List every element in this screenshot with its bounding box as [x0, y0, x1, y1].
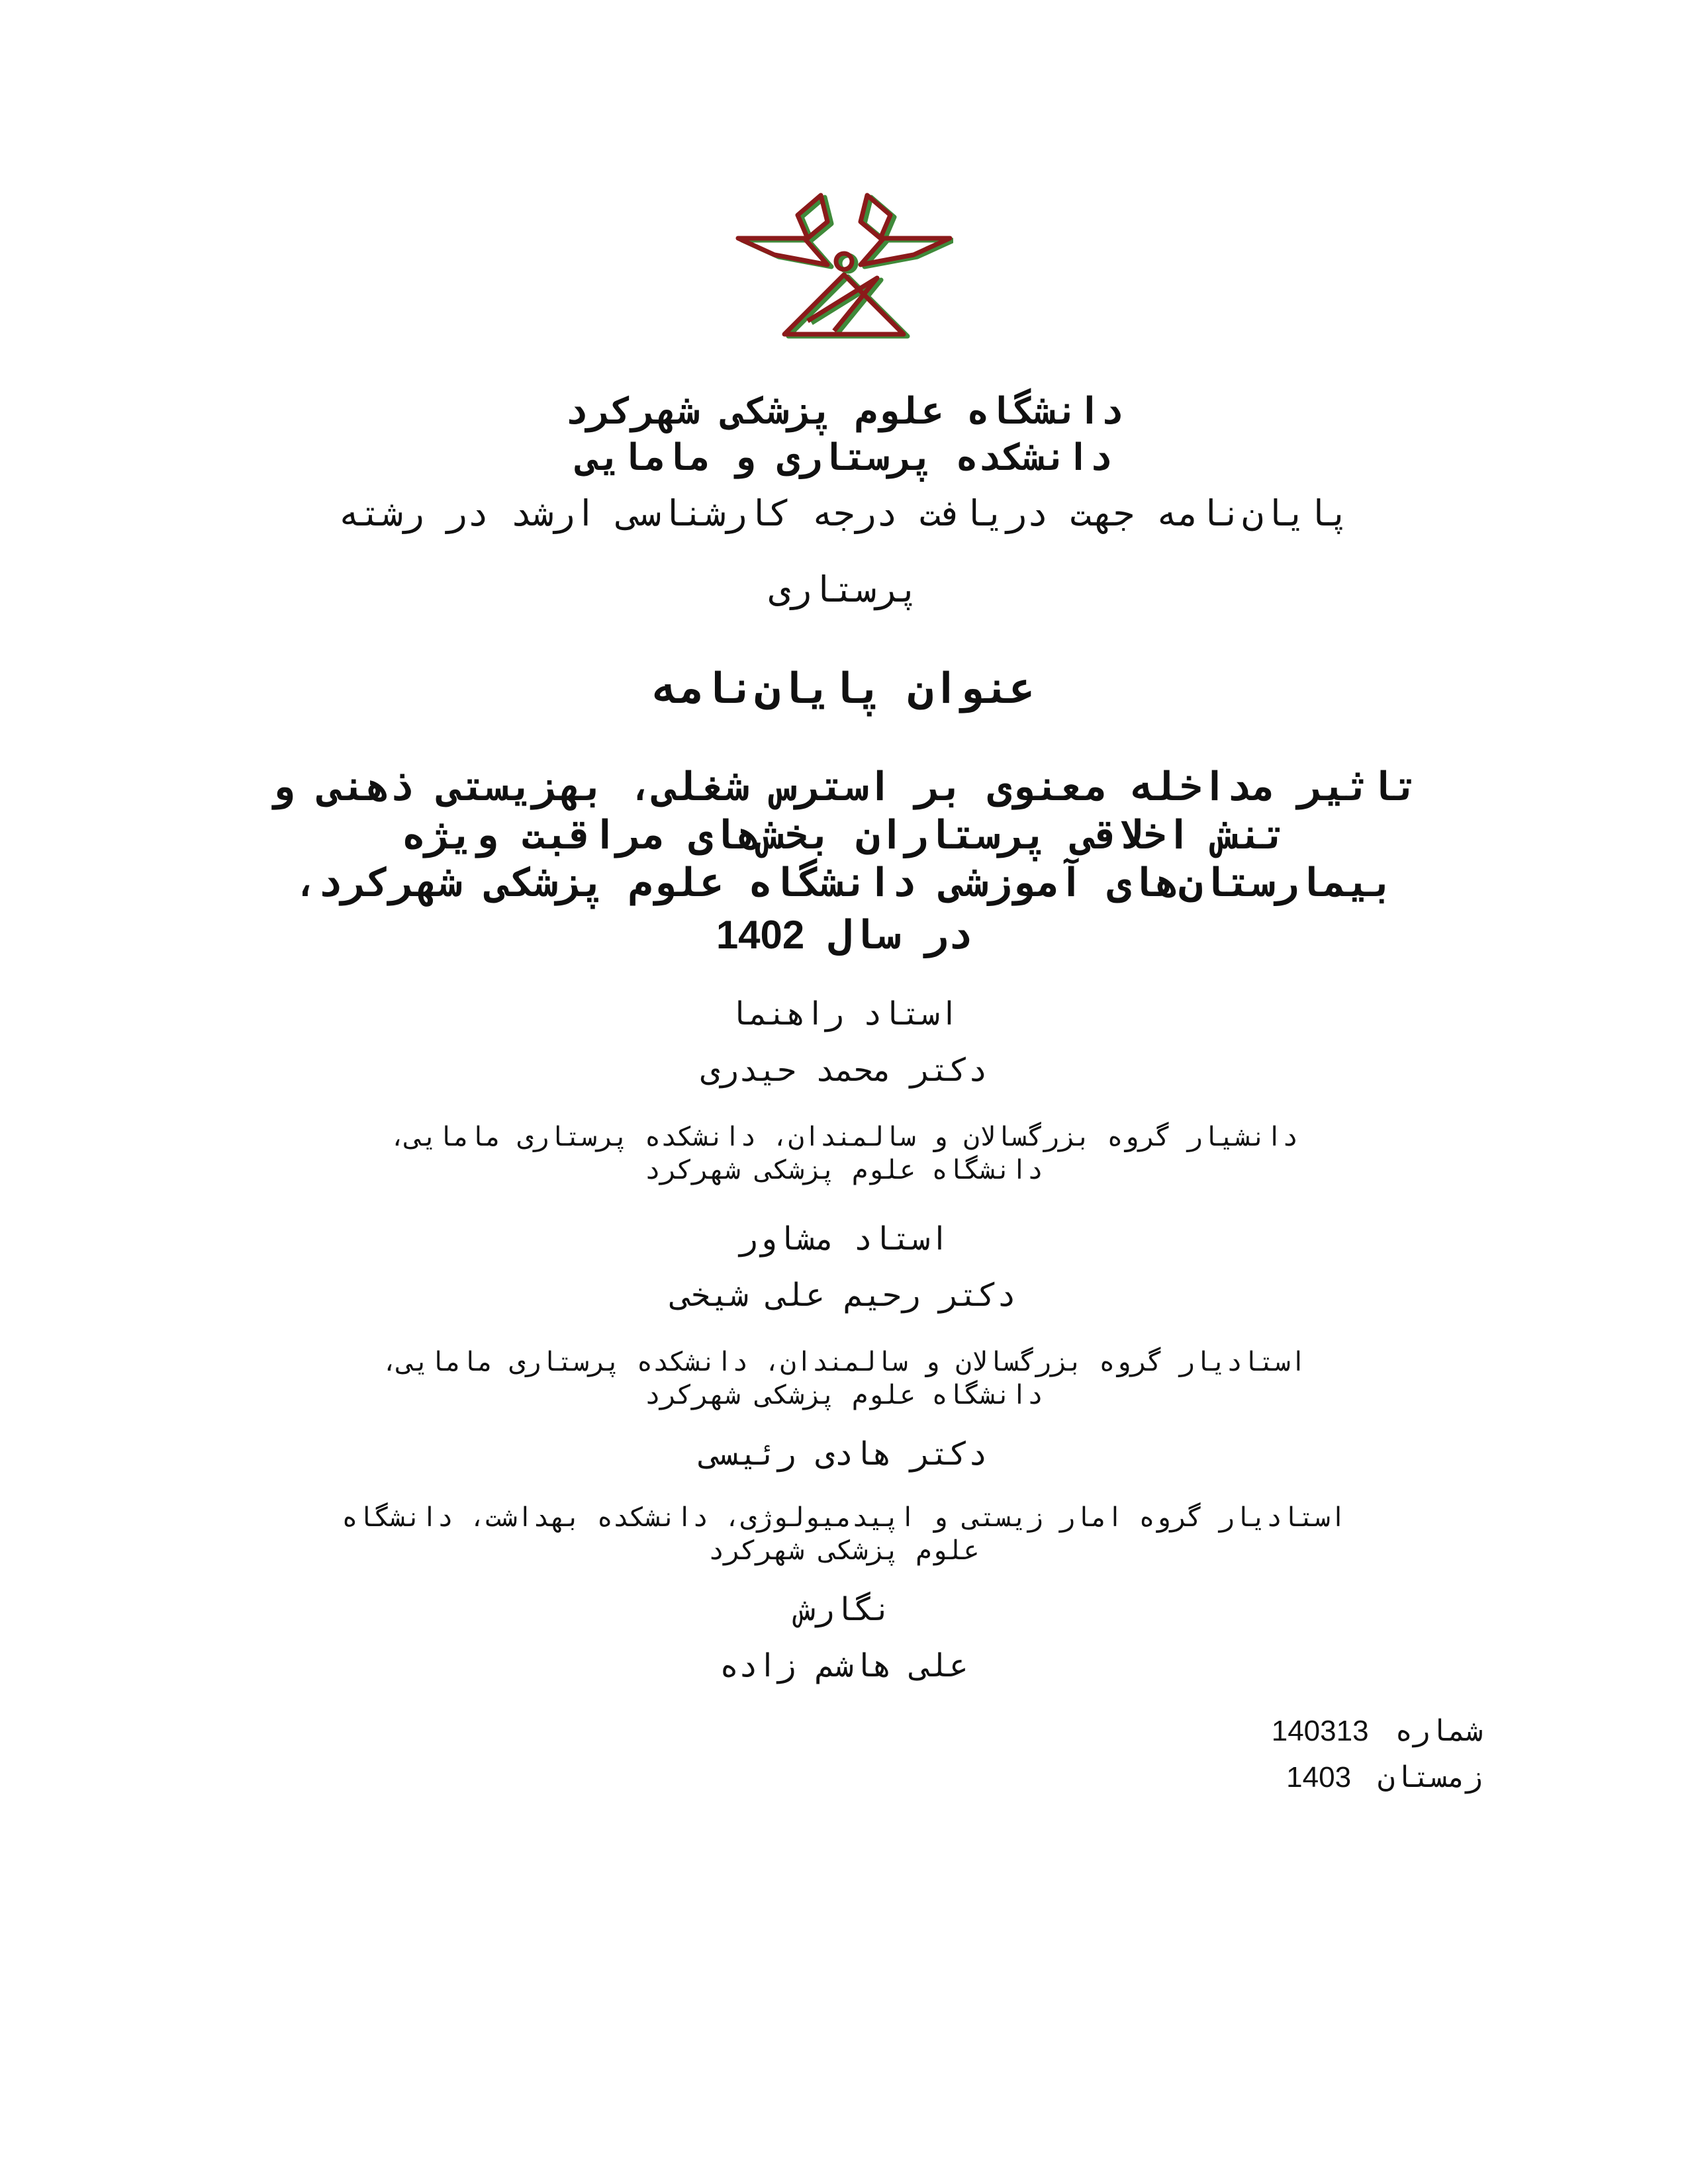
thesis-number-label: شماره: [1395, 1714, 1483, 1748]
advisor-1-name: دکتر رحیم علی شیخی: [671, 1277, 1017, 1314]
thesis-number: [1125, 1714, 1483, 1748]
degree-field: پرستاری: [769, 569, 919, 610]
author-label: نگارش: [796, 1591, 892, 1628]
thesis-date-value: 1403: [1286, 1761, 1352, 1794]
thesis-title-heading: عنوان پایان‌نامه: [653, 664, 1035, 713]
thesis-number-value: 140313: [1271, 1715, 1369, 1747]
supervisor-affiliation-line1: دانشیار گروه بزرگسالان و سالمندان، دانشکده پرستاری مامایی،: [389, 1122, 1299, 1152]
shahrekord-university-emblem-icon: [735, 192, 953, 344]
thesis-title-year: 1402: [716, 913, 805, 957]
thesis-title-year-prefix: در سال: [828, 912, 972, 958]
advisor-2-affiliation-line2: علوم پزشکی شهرکرد: [708, 1535, 980, 1566]
supervisor-affiliation-line2: دانشگاه علوم پزشکی شهرکرد: [644, 1155, 1044, 1185]
advisor-1-affiliation-line2: دانشگاه علوم پزشکی شهرکرد: [644, 1380, 1044, 1410]
advisor-label: استاد مشاور: [739, 1220, 949, 1257]
thesis-date-label: زمستان: [1378, 1760, 1483, 1794]
university-name: دانشگاه علوم پزشکی شهرکرد: [565, 390, 1123, 433]
thesis-title-line4: [199, 912, 1489, 958]
advisor-2-name: دکتر هادی رئیسی: [700, 1435, 988, 1473]
supervisor-name: دکتر محمد حیدری: [700, 1052, 988, 1089]
thesis-title-line2: تنش اخلاقی پرستاران بخش‌های مراقبت ویژه: [401, 812, 1287, 858]
advisor-1-affiliation-line1: استادیار گروه بزرگسالان و سالمندان، دانشکده پرستاری مامایی،: [381, 1347, 1307, 1377]
degree-statement-line1: پایان‌نامه جهت دریافت درجه کارشناسی ارشد در رشته: [338, 492, 1350, 534]
supervisor-label: استاد راهنما: [729, 995, 959, 1032]
thesis-title-line3: بیمارستان‌های آموزشی دانشگاه علوم پزشکی شهرکرد،: [294, 860, 1394, 906]
advisor-2-affiliation-line1: استادیار گروه امار زیستی و اپیدمیولوژی، دانشکده بهداشت، دانشگاه: [342, 1502, 1346, 1533]
thesis-title-line1: تاثیر مداخله معنوی بر استرس شغلی، بهزیستی ذهنی و: [270, 764, 1418, 810]
author-name: علی هاشم زاده: [720, 1647, 968, 1684]
thesis-date: [1125, 1760, 1483, 1794]
faculty-name: دانشکده پرستاری و مامایی: [576, 436, 1112, 479]
